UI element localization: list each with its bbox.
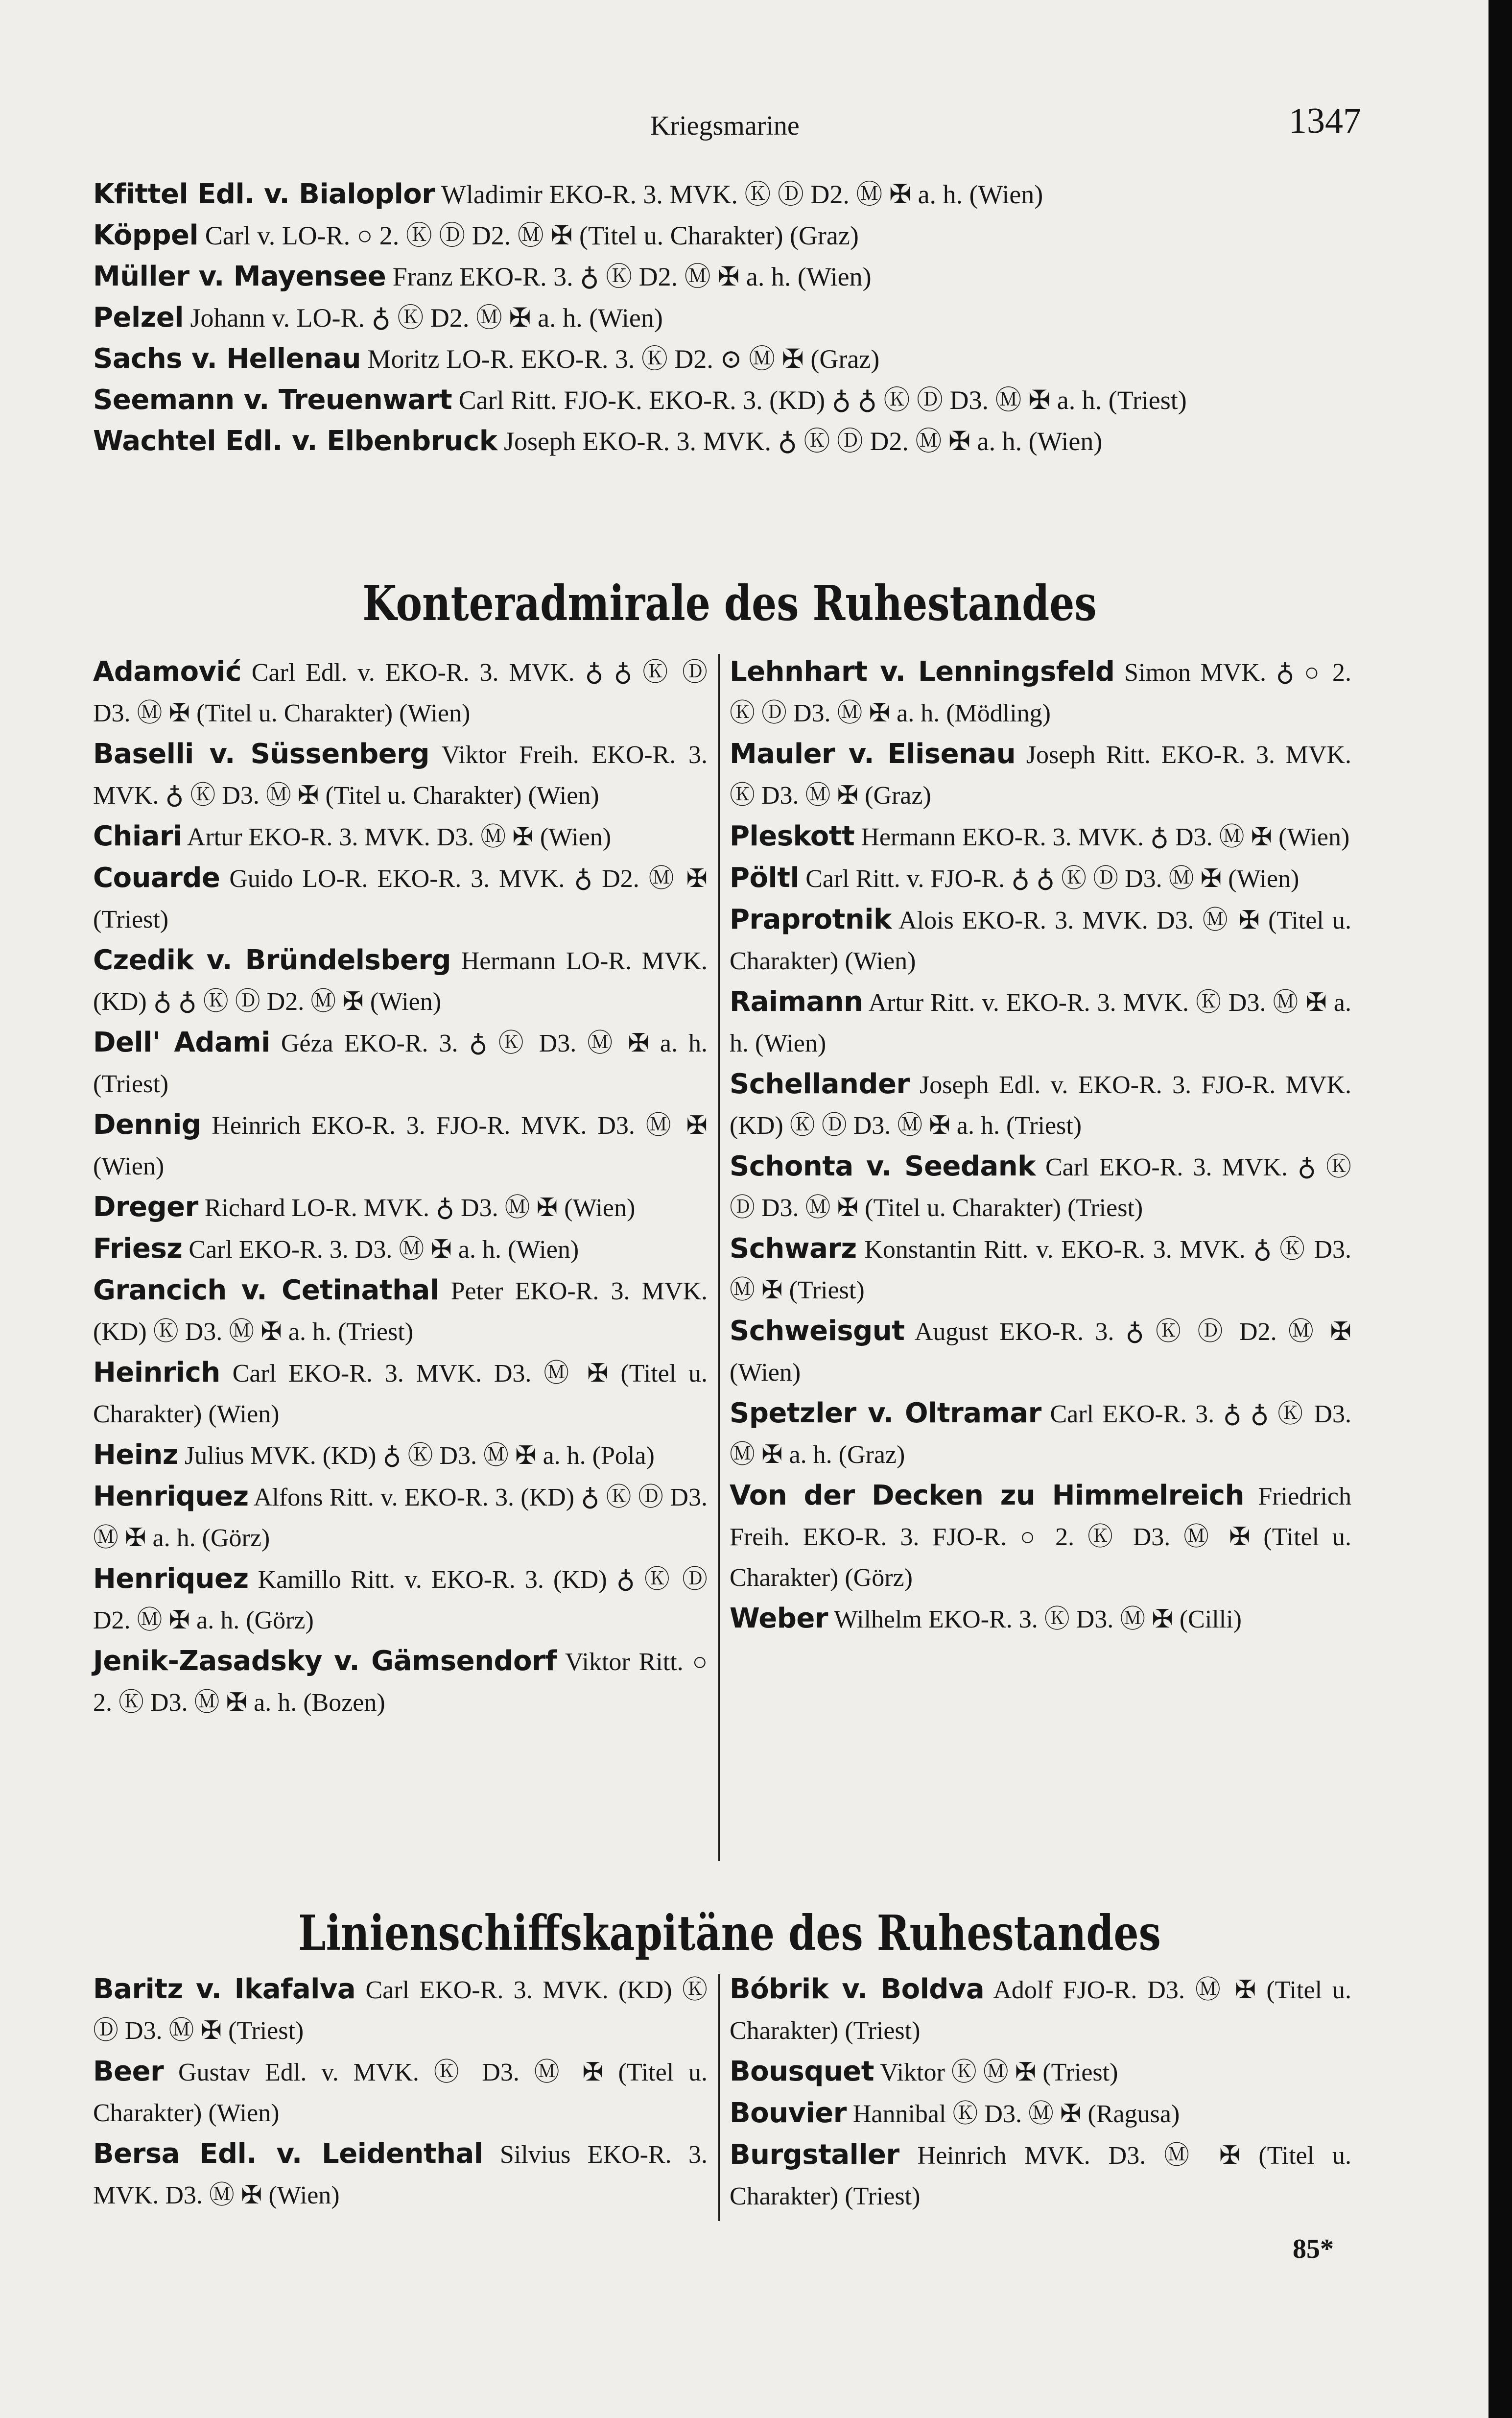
list-item: Dreger Richard LO-R. MVK. ♁ D3. Ⓜ ✠ (Wien): [93, 1191, 636, 1223]
list-item: Dell' Adami Géza EKO-R. 3. ♁ Ⓚ D3. Ⓜ ✠ a. h. (Triest): [93, 1027, 708, 1098]
list-item: Schwarz Konstantin Ritt. v. EKO-R. 3. MVK. ♁ Ⓚ D3. Ⓜ ✠ (Triest): [730, 1233, 1351, 1304]
list-item: Von der Decken zu Himmelreich Friedrich Freih. EKO-R. 3. FJO-R. ○ 2. Ⓚ D3. Ⓜ ✠ (Titel u. Charakter) (Görz): [730, 1480, 1351, 1592]
list-item: Couarde Guido LO-R. EKO-R. 3. MVK. ♁ D2. Ⓜ ✠ (Triest): [93, 862, 708, 934]
running-header: Kriegsmarine: [650, 111, 800, 141]
list-item: Jenik-Zasadsky v. Gämsendorf Viktor Ritt. ○ 2. Ⓚ D3. Ⓜ ✠ a. h. (Bozen): [93, 1645, 708, 1717]
list-item: Seemann v. Treuenwart Carl Ritt. FJO-K. EKO-R. 3. (KD) ♁ ♁ Ⓚ Ⓓ D3. Ⓜ ✠ a. h. (Triest): [93, 384, 1187, 416]
section1-right-column: [730, 651, 1351, 1640]
section-heading-linienschiffskapitaene: Linienschiffskapitäne des Ruhestandes: [298, 1905, 1161, 1962]
list-item: Köppel Carl v. LO-R. ○ 2. Ⓚ Ⓓ D2. Ⓜ ✠ (Titel u. Charakter) (Graz): [93, 219, 859, 251]
scan-border: [1488, 0, 1512, 2418]
list-item: Lehnhart v. Lenningsfeld Simon MVK. ♁ ○ 2. Ⓚ Ⓓ D3. Ⓜ ✠ a. h. (Mödling): [730, 656, 1351, 727]
list-item: Burgstaller Heinrich MVK. D3. Ⓜ ✠ (Titel u. Charakter) (Triest): [730, 2139, 1351, 2210]
list-item: Wachtel Edl. v. Elbenbruck Joseph EKO-R. 3. MVK. ♁ Ⓚ Ⓓ D2. Ⓜ ✠ a. h. (Wien): [93, 425, 1103, 457]
signature-mark: 85*: [1293, 2234, 1334, 2264]
list-item: Raimann Artur Ritt. v. EKO-R. 3. MVK. Ⓚ D3. Ⓜ ✠ a. h. (Wien): [730, 986, 1351, 1057]
list-item: Sachs v. Hellenau Moritz LO-R. EKO-R. 3. Ⓚ D2. ⊙ Ⓜ ✠ (Graz): [93, 343, 880, 375]
top-entries: [93, 174, 1391, 462]
page-number: 1347: [1289, 101, 1361, 141]
list-item: Weber Wilhelm EKO-R. 3. Ⓚ D3. Ⓜ ✠ (Cilli): [730, 1603, 1242, 1634]
list-item: Dennig Heinrich EKO-R. 3. FJO-R. MVK. D3. Ⓜ ✠ (Wien): [93, 1109, 708, 1180]
list-item: Müller v. Mayensee Franz EKO-R. 3. ♁ Ⓚ D2. Ⓜ ✠ a. h. (Wien): [93, 261, 872, 292]
list-item: Heinz Julius MVK. (KD) ♁ Ⓚ D3. Ⓜ ✠ a. h. (Pola): [93, 1439, 655, 1471]
list-item: Praprotnik Alois EKO-R. 3. MVK. D3. Ⓜ ✠ (Titel u. Charakter) (Wien): [730, 904, 1351, 975]
list-item: Schonta v. Seedank Carl EKO-R. 3. MVK. ♁ Ⓚ Ⓓ D3. Ⓜ ✠ (Titel u. Charakter) (Triest): [730, 1150, 1351, 1222]
list-item: Mauler v. Elisenau Joseph Ritt. EKO-R. 3. MVK. Ⓚ D3. Ⓜ ✠ (Graz): [730, 738, 1352, 810]
list-item: Henriquez Kamillo Ritt. v. EKO-R. 3. (KD) ♁ Ⓚ Ⓓ D2. Ⓜ ✠ a. h. (Görz): [93, 1563, 708, 1634]
list-item: Adamović Carl Edl. v. EKO-R. 3. MVK. ♁ ♁ Ⓚ Ⓓ D3. Ⓜ ✠ (Titel u. Charakter) (Wien): [93, 656, 708, 727]
list-item: Kfittel Edl. v. Bialoplor Wladimir EKO-R. 3. MVK. Ⓚ Ⓓ D2. Ⓜ ✠ a. h. (Wien): [93, 178, 1043, 210]
list-item: Pleskott Hermann EKO-R. 3. MVK. ♁ D3. Ⓜ ✠ (Wien): [730, 820, 1350, 852]
list-item: Heinrich Carl EKO-R. 3. MVK. D3. Ⓜ ✠ (Titel u. Charakter) (Wien): [93, 1357, 708, 1428]
list-item: Schellander Joseph Edl. v. EKO-R. 3. FJO-R. MVK. (KD) Ⓚ Ⓓ D3. Ⓜ ✠ a. h. (Triest): [730, 1068, 1351, 1140]
list-item: Spetzler v. Oltramar Carl EKO-R. 3. ♁ ♁ Ⓚ D3. Ⓜ ✠ a. h. (Graz): [730, 1397, 1351, 1469]
section2-right-column: [730, 1969, 1351, 2217]
section1-left-column: [93, 651, 708, 1723]
list-item: Pelzel Johann v. LO-R. ♁ Ⓚ D2. Ⓜ ✠ a. h. (Wien): [93, 302, 663, 334]
section2-left-column: [93, 1969, 708, 2216]
list-item: Bouvier Hannibal Ⓚ D3. Ⓜ ✠ (Ragusa): [730, 2097, 1180, 2129]
column-divider: [718, 1974, 720, 2221]
list-item: Schweisgut August EKO-R. 3. ♁ Ⓚ Ⓓ D2. Ⓜ ✠ (Wien): [730, 1315, 1351, 1387]
list-item: Bóbrik v. Boldva Adolf FJO-R. D3. Ⓜ ✠ (Titel u. Charakter) (Triest): [730, 1973, 1351, 2045]
list-item: Beer Gustav Edl. v. MVK. Ⓚ D3. Ⓜ ✠ (Titel u. Charakter) (Wien): [93, 2056, 708, 2127]
list-item: Baritz v. Ikafalva Carl EKO-R. 3. MVK. (KD) Ⓚ Ⓓ D3. Ⓜ ✠ (Triest): [93, 1973, 708, 2045]
section-heading-konteradmirale: Konteradmirale des Ruhestandes: [362, 575, 1097, 632]
list-item: Grancich v. Cetinathal Peter EKO-R. 3. MVK. (KD) Ⓚ D3. Ⓜ ✠ a. h. (Triest): [93, 1274, 708, 1346]
list-item: Pöltl Carl Ritt. v. FJO-R. ♁ ♁ Ⓚ Ⓓ D3. Ⓜ ✠ (Wien): [730, 862, 1299, 894]
list-item: Friesz Carl EKO-R. 3. D3. Ⓜ ✠ a. h. (Wien): [93, 1233, 579, 1265]
list-item: Bousquet Viktor Ⓚ Ⓜ ✠ (Triest): [730, 2056, 1118, 2087]
list-item: Henriquez Alfons Ritt. v. EKO-R. 3. (KD) ♁ Ⓚ Ⓓ D3. Ⓜ ✠ a. h. (Görz): [93, 1481, 708, 1552]
list-item: Chiari Artur EKO-R. 3. MVK. D3. Ⓜ ✠ (Wien): [93, 820, 612, 852]
list-item: Bersa Edl. v. Leidenthal Silvius EKO-R. 3. MVK. D3. Ⓜ ✠ (Wien): [93, 2138, 708, 2209]
list-item: Czedik v. Bründelsberg Hermann LO-R. MVK. (KD) ♁ ♁ Ⓚ Ⓓ D2. Ⓜ ✠ (Wien): [93, 944, 708, 1016]
column-divider: [718, 654, 720, 1861]
list-item: Baselli v. Süssenberg Viktor Freih. EKO-R. 3. MVK. ♁ Ⓚ D3. Ⓜ ✠ (Titel u. Charakter) (Wien): [93, 738, 708, 810]
